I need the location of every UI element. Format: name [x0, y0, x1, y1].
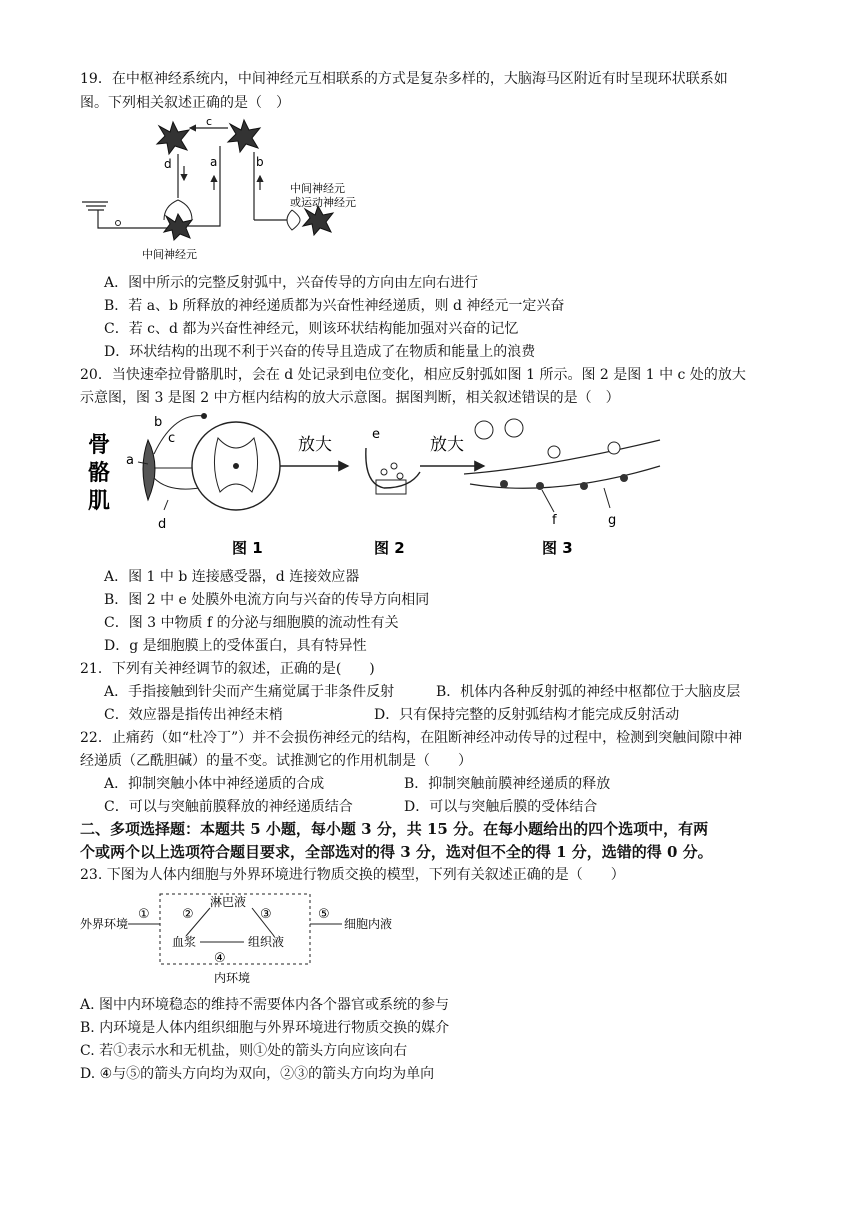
q20-reflex-arc-figure: [84, 408, 664, 558]
section2-heading-line1: 二、多项选择题：本题共 5 小题，每小题 3 分，共 15 分。在每小题给出的四个选项中，有两: [80, 820, 709, 838]
q19-option-a: A．图中所示的完整反射弧中，兴奋传导的方向由左向右进行: [104, 275, 479, 291]
q19-label-a: a: [210, 155, 218, 169]
q23-option-c: C. 若①表示水和无机盐，则①处的箭头方向应该向右: [80, 1043, 408, 1059]
q23-lymph: 淋巴液: [210, 895, 247, 909]
section2-heading-line2: 个或两个以上选项符合题目要求，全部选对的得 3 分，选对但不全的得 1 分，选错的得 0 分。: [80, 843, 713, 861]
q20-label-g: g: [608, 513, 617, 528]
q20-option-b: B．图 2 中 e 处膜外电流方向与兴奋的传导方向相同: [104, 592, 430, 608]
q23-option-b: B. 内环境是人体内组织细胞与外界环境进行物质交换的媒介: [80, 1020, 450, 1036]
q20-label-a: a: [126, 453, 134, 468]
q21-option-c: C．效应器是指传出神经末梢: [104, 707, 283, 723]
q20-caption-3: 图 3: [542, 539, 573, 557]
q23-num-2: ②: [182, 907, 194, 922]
q21-option-b: B．机体内各种反射弧的神经中枢都位于大脑皮层: [436, 684, 741, 700]
q19-label-c: c: [206, 116, 213, 128]
q20-label-d: d: [158, 517, 167, 532]
q22-option-c: C．可以与突触前膜释放的神经递质结合: [104, 799, 353, 815]
q20-muscle-1: 骨: [88, 433, 111, 458]
q20-label-b: b: [154, 415, 163, 430]
receptor-icon: [82, 202, 108, 210]
q19-label-top2: 或运动神经元: [290, 196, 356, 209]
neuron-bottom-middle: [164, 200, 192, 240]
q22-option-b: B．抑制突触前膜神经递质的释放: [404, 776, 611, 792]
q23-stem: 23. 下图为人体内细胞与外界环境进行物质交换的模型，下列有关叙述正确的是（ ）: [80, 867, 625, 883]
q21-stem: 21．下列有关神经调节的叙述，正确的是( ): [80, 661, 375, 677]
muscle-spindle-shape: [143, 440, 155, 500]
q23-exchange-model-figure: [78, 888, 418, 988]
q20-stem-line2: 示意图，图 3 是图 2 中方框内结构的放大示意图。据图判断，相关叙述错误的是（ ）: [80, 390, 620, 406]
q19-label-bottom: 中间神经元: [142, 248, 197, 261]
neuron-right: [287, 206, 333, 235]
q23-num-4: ④: [214, 951, 226, 966]
q19-label-d: d: [164, 157, 172, 171]
q20-option-c: C．图 3 中物质 f 的分泌与细胞膜的流动性有关: [104, 615, 399, 631]
q21-option-d: D．只有保持完整的反射弧结构才能完成反射活动: [374, 707, 680, 723]
q22-option-a: A．抑制突触小体中神经递质的合成: [104, 776, 325, 792]
q23-option-a: A. 图中内环境稳态的维持不需要体内各个器官或系统的参与: [80, 997, 450, 1013]
q19-option-b: B．若 a、b 所释放的神经递质都为兴奋性神经递质，则 d 神经元一定兴奋: [104, 298, 565, 314]
q20-muscle-2: 骼: [88, 461, 111, 486]
q20-caption-2: 图 2: [374, 539, 405, 557]
q21-option-a: A．手指接触到针尖而产生痛觉属于非条件反射: [104, 684, 395, 700]
q22-stem-line1: 22．止痛药（如“杜冷丁”）并不会损伤神经元的结构，在阻断神经冲动传导的过程中，检测到突触间隙中神: [80, 730, 743, 746]
q20-label-e: e: [372, 427, 380, 442]
q20-label-c: c: [168, 431, 176, 446]
q19-stem-line2: 图。下列相关叙述正确的是（ ）: [80, 95, 290, 111]
q19-label-b: b: [256, 155, 264, 169]
q20-stem-line1: 20．当快速牵拉骨骼肌时，会在 d 处记录到电位变化，相应反射弧如图 1 所示。图 2 是图 1 中 c 处的放大: [80, 367, 746, 383]
q22-option-d: D．可以与突触后膜的受体结合: [404, 799, 598, 815]
q23-plasma: 血浆: [172, 935, 197, 949]
q20-option-a: A．图 1 中 b 连接感受器，d 连接效应器: [104, 569, 360, 585]
q23-option-d: D. ④与⑤的箭头方向均为双向，②③的箭头方向均为单向: [80, 1066, 435, 1082]
q23-num-5: ⑤: [318, 907, 330, 922]
q20-label-f: f: [552, 513, 557, 528]
q20-zoom-2: 放大: [430, 435, 464, 455]
q23-tissue: 组织液: [248, 935, 285, 949]
q20-option-d: D．g 是细胞膜上的受体蛋白，具有特异性: [104, 638, 367, 654]
q19-stem-line1: 19．在中枢神经系统内，中间神经元互相联系的方式是复杂多样的，大脑海马区附近有时呈现环状联系如: [80, 71, 728, 87]
neuron-top-left: [157, 122, 189, 154]
q19-neuron-ring-figure: [78, 116, 378, 264]
q20-muscle-3: 肌: [88, 489, 111, 514]
q19-label-top1: 中间神经元: [290, 182, 345, 195]
q23-inner-env: 内环境: [214, 971, 251, 985]
q19-option-d: D．环状结构的出现不利于兴奋的传导且造成了在物质和能量上的浪费: [104, 344, 536, 360]
q23-num-1: ①: [138, 907, 150, 922]
q20-caption-1: 图 1: [232, 539, 263, 557]
neuron-top-right: [228, 120, 260, 152]
q23-cell-fluid: 细胞内液: [344, 917, 393, 931]
q20-zoom-1: 放大: [298, 435, 332, 455]
q23-outer-env: 外界环境: [80, 917, 129, 931]
q23-num-3: ③: [260, 907, 272, 922]
q19-option-c: C．若 c、d 都为兴奋性神经元，则该环状结构能加强对兴奋的记忆: [104, 321, 519, 337]
q22-stem-line2: 经递质（乙酰胆碱）的量不变。试推测它的作用机制是（ ）: [80, 753, 472, 769]
